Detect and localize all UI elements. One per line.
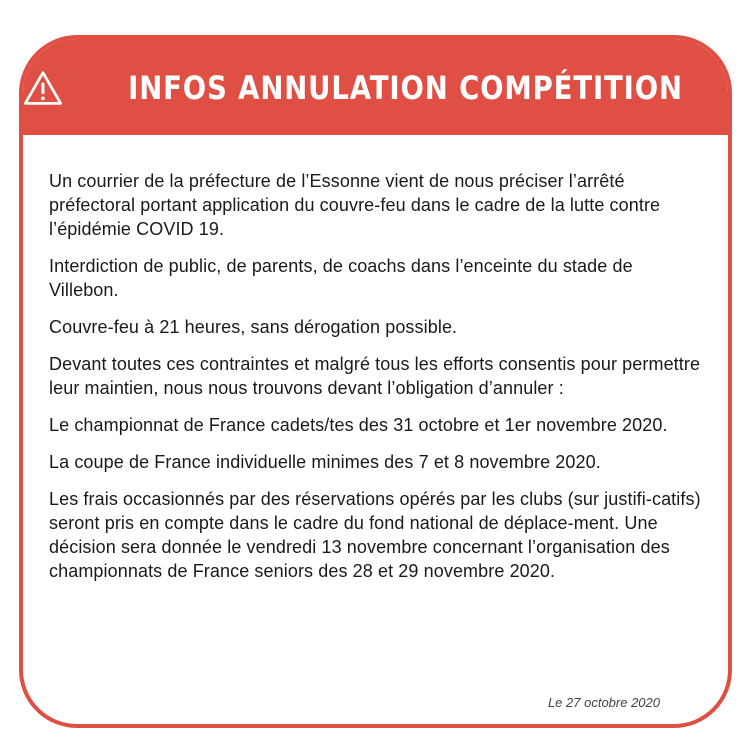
paragraph-cancellation-intro: Devant toutes ces contraintes et malgré tous les efforts consentis pour permettre leur maintien, nous nous trouvons devant l’obligation d’annuler : xyxy=(49,354,701,398)
paragraph-costs-decision: Les frais occasionnés par des réservations opérés par les clubs (sur justifi-catifs) seront pris en compte dans le cadre du fond national de déplace-ment. Une décision sera donnée le vendredi 13 novembre concernant l’organisation des championnats de France seniors des 28 et 29 novembre 2020. xyxy=(49,489,701,581)
paragraph-minimes-cup: La coupe de France individuelle minimes des 7 et 8 novembre 2020. xyxy=(49,452,601,472)
announcement-body xyxy=(23,135,728,583)
paragraph-public-ban: Interdiction de public, de parents, de coachs dans l’enceinte du stade de Villebon. xyxy=(49,256,633,300)
page-title: INFOS ANNULATION COMPÉTITION xyxy=(128,69,683,107)
announcement-card xyxy=(19,35,732,728)
announcement-date: Le 27 octobre 2020 xyxy=(547,695,660,710)
paragraph-cadets-championship: Le championnat de France cadets/tes des 31 octobre et 1er novembre 2020. xyxy=(49,415,668,435)
warning-icon xyxy=(23,65,63,111)
card-header xyxy=(23,39,728,135)
paragraph-curfew-notice: Un courrier de la préfecture de l’Essonne vient de nous préciser l’arrêté préfectoral portant application du couvre-feu dans le cadre de la lutte contre l’épidémie COVID 19. xyxy=(49,171,661,239)
paragraph-curfew-time: Couvre-feu à 21 heures, sans dérogation possible. xyxy=(49,317,458,337)
